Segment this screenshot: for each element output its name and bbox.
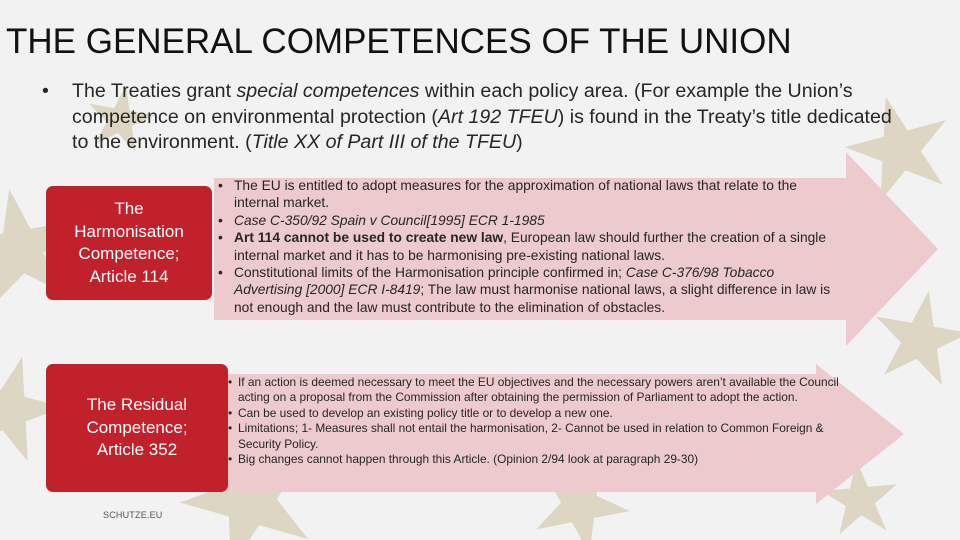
harmonisation-bullet-2: • Case C-350/92 Spain v Council[1995] ECR 1-1985: [218, 212, 842, 229]
page-title: THE GENERAL COMPETENCES OF THE UNION: [6, 22, 792, 61]
intro-text: The Treaties grant special competences within each policy area. (For example the Union’s competence on environmental protection (Art 192 TFEU) is found in the Treaty’s title dedicated to the environment. (Title XX of Part III of the TFEU): [72, 80, 892, 154]
residual-label: The Residual Competence; Article 352: [86, 395, 188, 460]
harmonisation-competence-box: [46, 186, 212, 300]
harmonisation-bullet-1: • The EU is entitled to adopt measures for the approximation of national laws that relate to the internal market.: [218, 177, 842, 212]
harmonisation-bullet-4: • Constitutional limits of the Harmonisation principle confirmed in; Case C-376/98 Tobacco Advertising [2000] ECR I-8419; The law must harmonise national laws, a slight difference in law is not enough and the law must contribute to the elimination of obstacles.: [218, 264, 842, 316]
residual-list: [228, 375, 844, 467]
harmonisation-label: The Harmonisation Competence; Article 114: [74, 199, 184, 286]
residual-bullet-2: • Can be used to develop an existing policy title or to develop a new one.: [228, 406, 844, 421]
bullet-dot: •: [42, 80, 49, 102]
residual-competence-box: [46, 364, 228, 492]
residual-bullet-4: • Big changes cannot happen through this Article. (Opinion 2/94 look at paragraph 29-30): [228, 452, 844, 467]
residual-bullet-1: • If an action is deemed necessary to meet the EU objectives and the necessary powers aren’t available the Council acting on a proposal from the Commission after obtaining the permission of Parliament to adopt the action.: [228, 375, 844, 406]
harmonisation-bullet-3: • Art 114 cannot be used to create new law, European law should further the creation of a single internal market and it has to be harmonising pre-existing national laws.: [218, 229, 842, 264]
footer-source: SCHUTZE.EU: [103, 510, 163, 520]
harmonisation-list: [218, 177, 842, 316]
residual-bullet-3: • Limitations; 1- Measures shall not entail the harmonisation, 2- Cannot be used in relation to Common Foreign & Security Policy.: [228, 421, 844, 452]
